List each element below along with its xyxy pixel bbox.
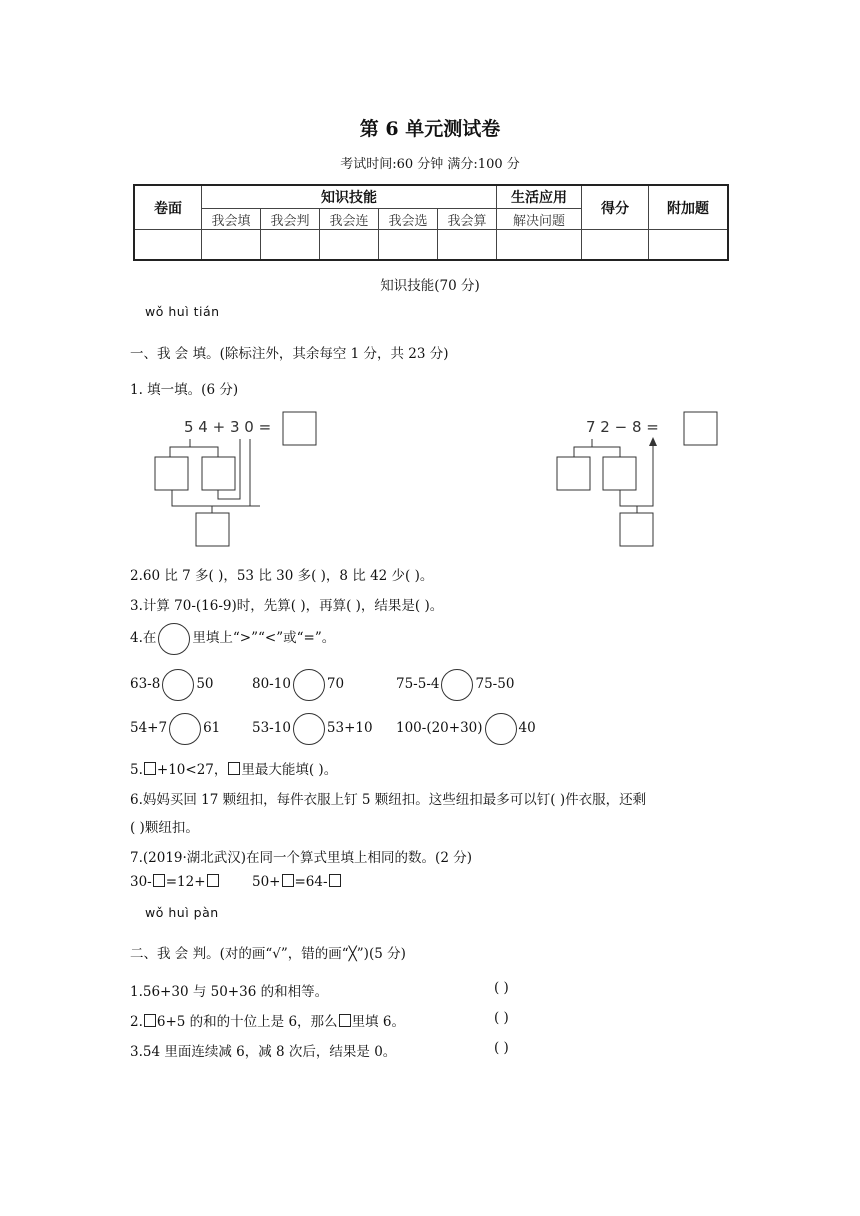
split-box-2[interactable] — [202, 457, 235, 490]
q4-item: 100-(20+30) 40 — [396, 712, 536, 745]
q1-left-diagram — [150, 405, 330, 555]
sub-connect: 我会连 — [320, 209, 379, 230]
q4-item: 63-8 50 — [130, 668, 214, 701]
judge-item-3: 3.54 里面连续减 6，减 8 次后，结果是 0。 — [130, 1044, 397, 1060]
score-cell[interactable] — [320, 230, 379, 260]
juanmian-header: 卷面 — [134, 185, 202, 230]
result-box[interactable] — [620, 513, 653, 546]
q7-expr-1: 30- =12+ — [130, 874, 220, 890]
compare-circle[interactable] — [169, 713, 201, 745]
q7-text: 7.(2019·湖北武汉)在同一个算式里填上相同的数。(2 分) — [130, 850, 472, 866]
q7-expr-2: 50+ =64- — [252, 874, 342, 890]
q6-text-line1: 6.妈妈买回 17 颗纽扣，每件衣服上钉 5 颗纽扣。这些纽扣最多可以钉( )件衣服，还剩 — [130, 792, 647, 808]
compare-circle[interactable] — [293, 669, 325, 701]
judge-paren[interactable]: ( ) — [494, 980, 509, 996]
sub-solve: 解决问题 — [497, 209, 582, 230]
score-cell[interactable] — [261, 230, 320, 260]
score-cell[interactable] — [202, 230, 261, 260]
sub-judge: 我会判 — [261, 209, 320, 230]
compare-circle[interactable] — [485, 713, 517, 745]
q6-text-line2: ( )颗纽扣。 — [130, 820, 199, 836]
q1-left-expr: 5 4 + 3 0 = — [184, 418, 272, 436]
split-box-2[interactable] — [603, 457, 636, 490]
judge-paren[interactable]: ( ) — [494, 1010, 509, 1026]
blank-square — [339, 1014, 351, 1027]
page-title: 第 6 单元测试卷 — [359, 118, 501, 140]
blank-square — [144, 1014, 156, 1027]
blank-square — [228, 762, 240, 775]
sub-calc: 我会算 — [438, 209, 497, 230]
q1-right-expr: 7 2 − 8 = — [586, 418, 659, 436]
compare-circle[interactable] — [162, 669, 194, 701]
q3-text: 3.计算 70-(16-9)时，先算( )，再算( )，结果是( )。 — [130, 598, 444, 614]
compare-circle[interactable] — [441, 669, 473, 701]
blank-square[interactable] — [282, 874, 294, 887]
sub-choose: 我会选 — [379, 209, 438, 230]
score-cell[interactable] — [379, 230, 438, 260]
part1-pinyin: wǒ huì tián — [145, 304, 220, 319]
answer-box[interactable] — [684, 412, 717, 445]
q4-item: 53-10 53+10 — [252, 712, 373, 745]
blank-square — [144, 762, 156, 775]
score-cell[interactable] — [438, 230, 497, 260]
q1-text: 1. 填一填。(6 分) — [130, 382, 239, 398]
blank-square[interactable] — [329, 874, 341, 887]
q5-text: 5. +10<27， 里最大能填( )。 — [130, 762, 338, 778]
shenghuo-header: 生活应用 — [497, 185, 582, 209]
q4-text: 4.在 里填上“>”“<”或“=”。 — [130, 622, 335, 655]
part2-heading: 二、我 会 判。(对的画“√”，错的画“╳”)(5 分) — [130, 946, 406, 962]
score-cell[interactable] — [649, 230, 729, 260]
fujia-header: 附加题 — [649, 185, 729, 230]
score-cell[interactable] — [497, 230, 582, 260]
q4-item: 80-10 70 — [252, 668, 344, 701]
compare-circle[interactable] — [293, 713, 325, 745]
q4-item: 54+7 61 — [130, 712, 220, 745]
q4-item: 75-5-4 75-50 — [396, 668, 514, 701]
blank-square[interactable] — [207, 874, 219, 887]
exam-info: 考试时间:60 分钟 满分:100 分 — [340, 157, 520, 172]
zhishi-header: 知识技能 — [202, 185, 497, 209]
blank-square[interactable] — [153, 874, 165, 887]
split-box-1[interactable] — [557, 457, 590, 490]
answer-box[interactable] — [283, 412, 316, 445]
score-cell[interactable] — [582, 230, 649, 260]
part1-heading: 一、我 会 填。(除标注外，其余每空 1 分，共 23 分) — [130, 346, 449, 362]
result-box[interactable] — [196, 513, 229, 546]
q1-right-diagram — [550, 405, 730, 555]
sub-fill: 我会填 — [202, 209, 261, 230]
part2-pinyin: wǒ huì pàn — [145, 905, 219, 920]
score-table — [133, 184, 729, 261]
section-heading: 知识技能(70 分) — [380, 278, 480, 294]
defen-header: 得分 — [582, 185, 649, 230]
q2-text: 2.60 比 7 多( )，53 比 30 多( )，8 比 42 少( )。 — [130, 568, 434, 584]
judge-paren[interactable]: ( ) — [494, 1040, 509, 1056]
judge-item-1: 1.56+30 与 50+36 的和相等。 — [130, 984, 329, 1000]
split-box-1[interactable] — [155, 457, 188, 490]
judge-item-2: 2. 6+5 的和的十位上是 6，那么 里填 6。 — [130, 1014, 405, 1030]
compare-circle — [158, 623, 190, 655]
score-cell[interactable] — [134, 230, 202, 260]
